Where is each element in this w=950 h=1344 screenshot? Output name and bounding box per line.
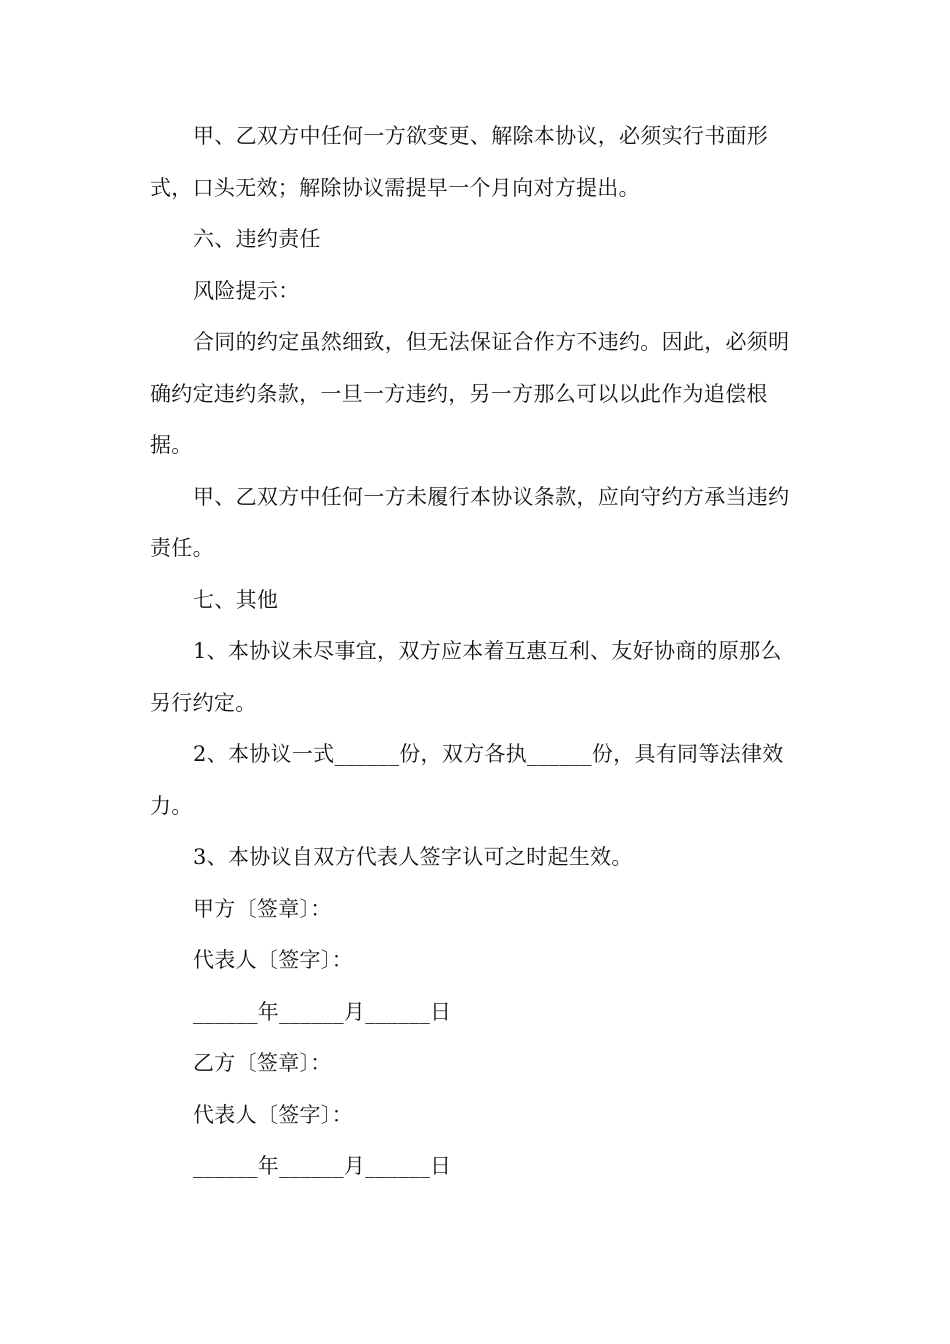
paragraph-other-item-1: 1、本协议未尽事宜，双方应本着互惠互利、友好协商的原那么另行约定。 <box>150 639 782 715</box>
party-b-date-line: ______年______月______日 <box>193 1154 452 1178</box>
risk-notice-label: 风险提示： <box>193 278 300 303</box>
party-b-representative-line: 代表人〔签字〕： <box>193 1102 353 1127</box>
paragraph-risk-notice: 合同的约定虽然细致，但无法保证合作方不违约。因此，必须明确约定违约条款，一旦一方违约，另一方那么可以以此作为追偿根据。 <box>150 330 790 457</box>
paragraph-breach-clause: 甲、乙双方中任何一方未履行本协议条款，应向守约方承当违约责任。 <box>150 484 790 560</box>
section-heading-breach-liability: 六、违约责任 <box>193 227 321 251</box>
paragraph-other-item-3: 3、本协议自双方代表人签字认可之时起生效。 <box>193 845 633 869</box>
party-a-seal-line: 甲方〔签章〕： <box>193 896 332 921</box>
section-heading-other: 七、其他 <box>193 587 279 612</box>
paragraph-other-item-2: 2、本协议一式______份，双方各执______份，具有同等法律效力。 <box>150 742 784 818</box>
party-a-date-line: ______年______月______日 <box>193 999 452 1024</box>
paragraph-modification-clause: 甲、乙双方中任何一方欲变更、解除本协议，必须实行书面形式，口头无效；解除协议需提早一个月向对方提出。 <box>150 124 769 200</box>
party-b-seal-line: 乙方〔签章〕： <box>193 1051 332 1075</box>
document-body <box>150 111 802 1193</box>
party-a-representative-line: 代表人〔签字〕： <box>193 948 353 972</box>
